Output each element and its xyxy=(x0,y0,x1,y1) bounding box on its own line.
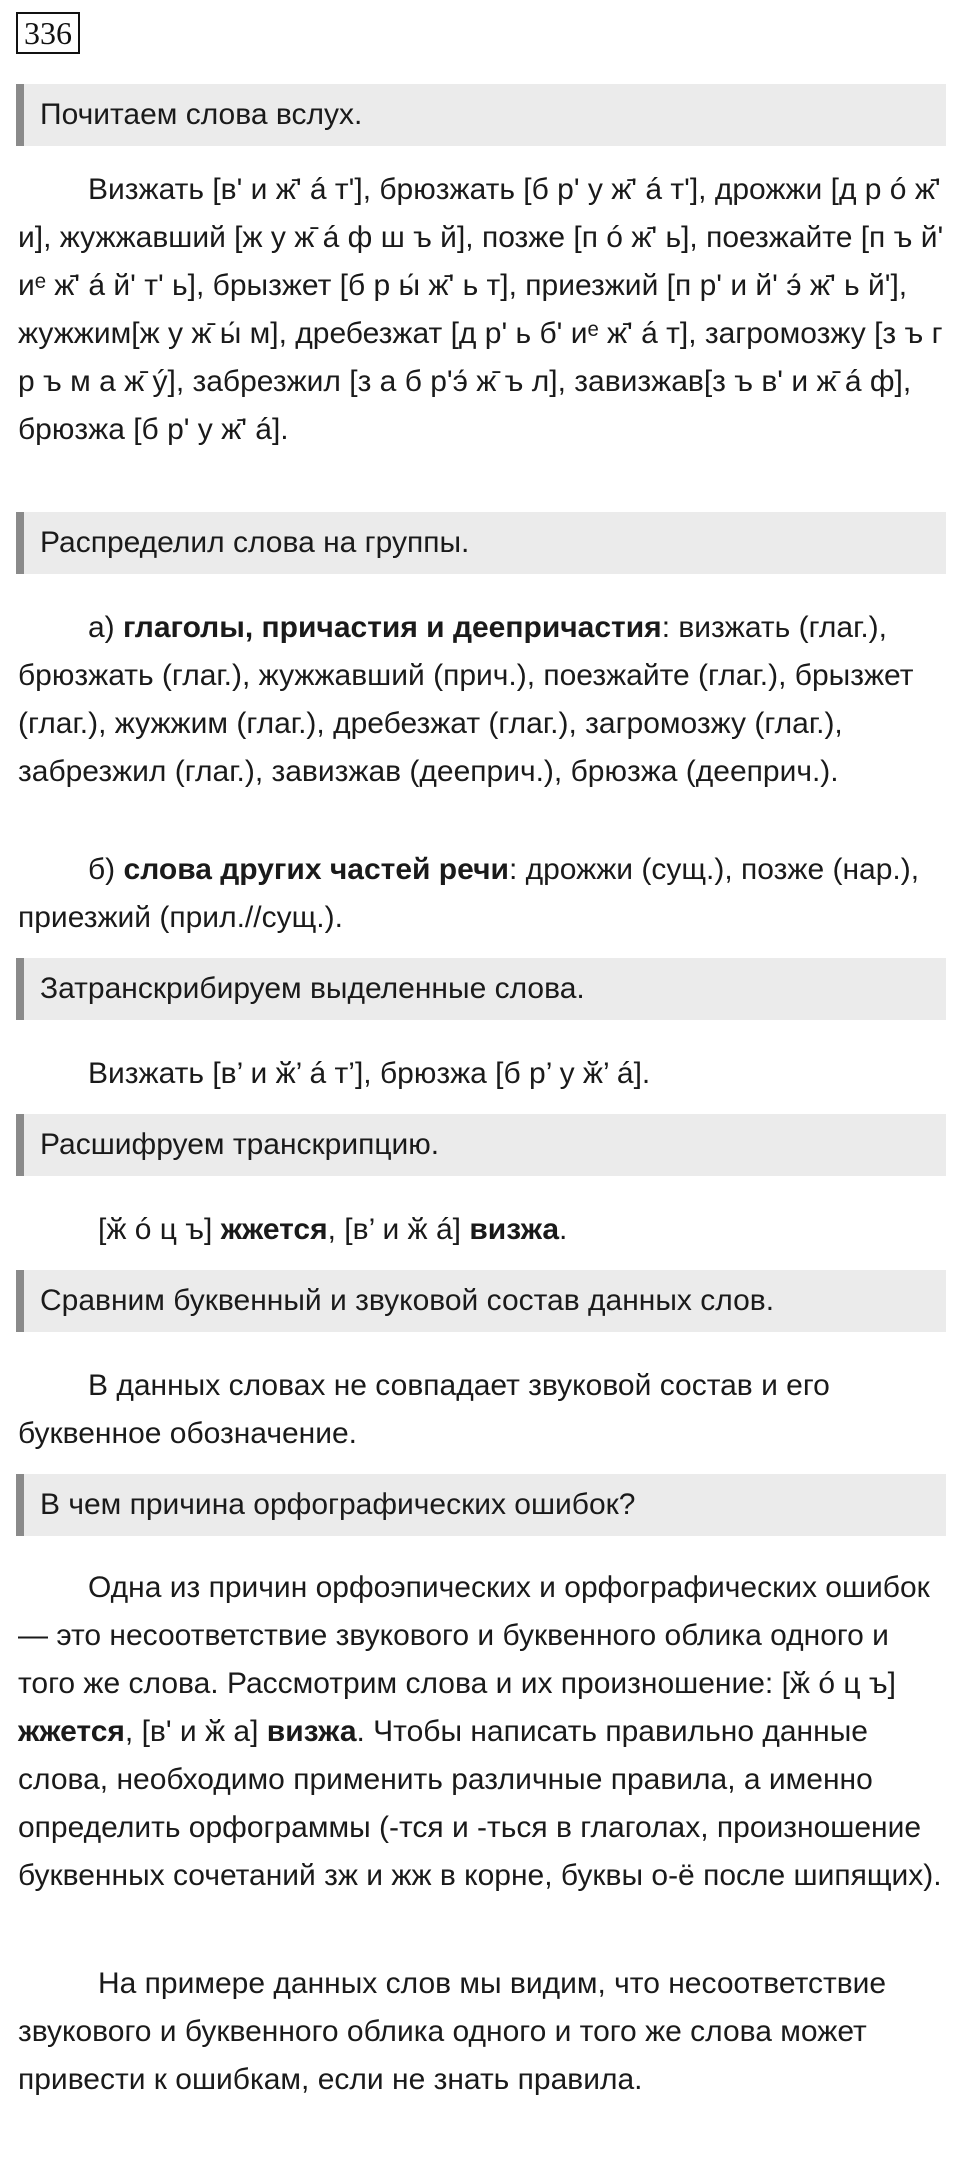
compare-paragraph: В данных словах не совпадает звуковой состав и его буквенное обозначение. xyxy=(18,1369,830,1450)
section-heading-text: Затранскрибируем выделенные слова. xyxy=(40,972,585,1005)
section-heading-text: Сравним буквенный и звуковой состав данных слов. xyxy=(40,1284,775,1317)
group-a-paragraph xyxy=(18,604,948,796)
section-heading-transcribe xyxy=(16,958,946,1020)
group-b-text: : дрожжи (сущ.), позже (нар.), приезжий (прил.//сущ.). xyxy=(18,853,920,934)
reading-paragraph: Визжать [в' и ж̄' á т'], брюзжать [б р' у ж̄' á т'], дрожжи [д р ó ж̄' и], жужжавший [ж у ж̄ á ф ш ъ й], позже [п ó ж̄' ь], поезжайте [п ъ й' иᵉ ж̄' á й' т' ь], брызжет [б р ы́ ж̄' ь т], приезжий [п р' и й' э́ ж̄' ь й'], жужжим[ж у ж̄ ы́ м], дребезжат [д р' ь б' иᵉ ж̄' á т], загромозжу [з ъ г р ъ м а ж̄ ý], забрезжил [з а б р'э́ ж̄ ъ л], завизжав[з ъ в' и ж̄ á ф], брюзжа [б р' у ж̄' á]. xyxy=(18,173,944,446)
decode-text-2: , [в’ и ӂ á] xyxy=(327,1213,470,1246)
section-heading-text: Расшифруем транскрипцию. xyxy=(40,1128,440,1161)
reason-text-2: , [в' и ӂ а] xyxy=(124,1715,267,1748)
section-heading-text: Распределил слова на группы. xyxy=(40,526,470,559)
reason-paragraph xyxy=(18,1564,948,1900)
exercise-number: 336 xyxy=(16,12,80,54)
conclusion-paragraph: На примере данных слов мы видим, что несоответствие звукового и буквенного облика одного и того же слова может привести к ошибкам, если не знать правила. xyxy=(18,1967,887,2096)
group-b-title: слова других частей речи xyxy=(123,853,509,886)
group-b-paragraph xyxy=(18,846,948,942)
decode-paragraph xyxy=(18,1206,948,1254)
group-b-prefix: б) xyxy=(88,853,124,886)
group-a-prefix: а) xyxy=(88,611,124,644)
transcription-paragraph: Визжать [в’ и ӂ’ á т’], брюзжа [б р’ у ӂ’ á]. xyxy=(88,1057,651,1090)
section-heading-decode xyxy=(16,1114,946,1176)
section-heading-reason xyxy=(16,1474,946,1536)
section-heading-groups xyxy=(16,512,946,574)
reason-text-3: . Чтобы написать правильно данные слова, необходимо применить различные правила, а именно определить орфограммы (-тся и -ться в глаголах, произношение буквенных сочетаний зж и жж в корне, буквы о-ё после шипящих). xyxy=(18,1715,942,1892)
decode-text-1: [ӂ ó ц ъ] xyxy=(98,1213,221,1246)
reason-word-1: жжется xyxy=(18,1715,125,1748)
section-heading-text: Почитаем слова вслух. xyxy=(40,98,363,131)
group-a-text: : визжать (глаг.), брюзжать (глаг.), жужжавший (прич.), поезжайте (глаг.), брызжет (глаг.), жужжим (глаг.), дребезжат (глаг.), загромозжу (глаг.), забрезжил (глаг.), завизжав (дееприч.), брюзжа (дееприч.). xyxy=(18,611,914,788)
section-heading-read-aloud xyxy=(16,84,946,146)
section-heading-compare xyxy=(16,1270,946,1332)
section-heading-text: В чем причина орфографических ошибок? xyxy=(40,1488,636,1521)
decode-word-2: визжа xyxy=(469,1213,560,1246)
decode-word-1: жжется xyxy=(220,1213,328,1246)
reason-word-2: визжа xyxy=(266,1715,357,1748)
reason-text-1: Одна из причин орфоэпических и орфографических ошибок — это несоответствие звукового и буквенного облика одного и того же слова. Рассмотрим слова и их произношение: [ӂ ó ц ъ] xyxy=(18,1571,930,1700)
decode-text-3: . xyxy=(559,1213,568,1246)
group-a-title: глаголы, причастия и деепричастия xyxy=(123,611,662,644)
